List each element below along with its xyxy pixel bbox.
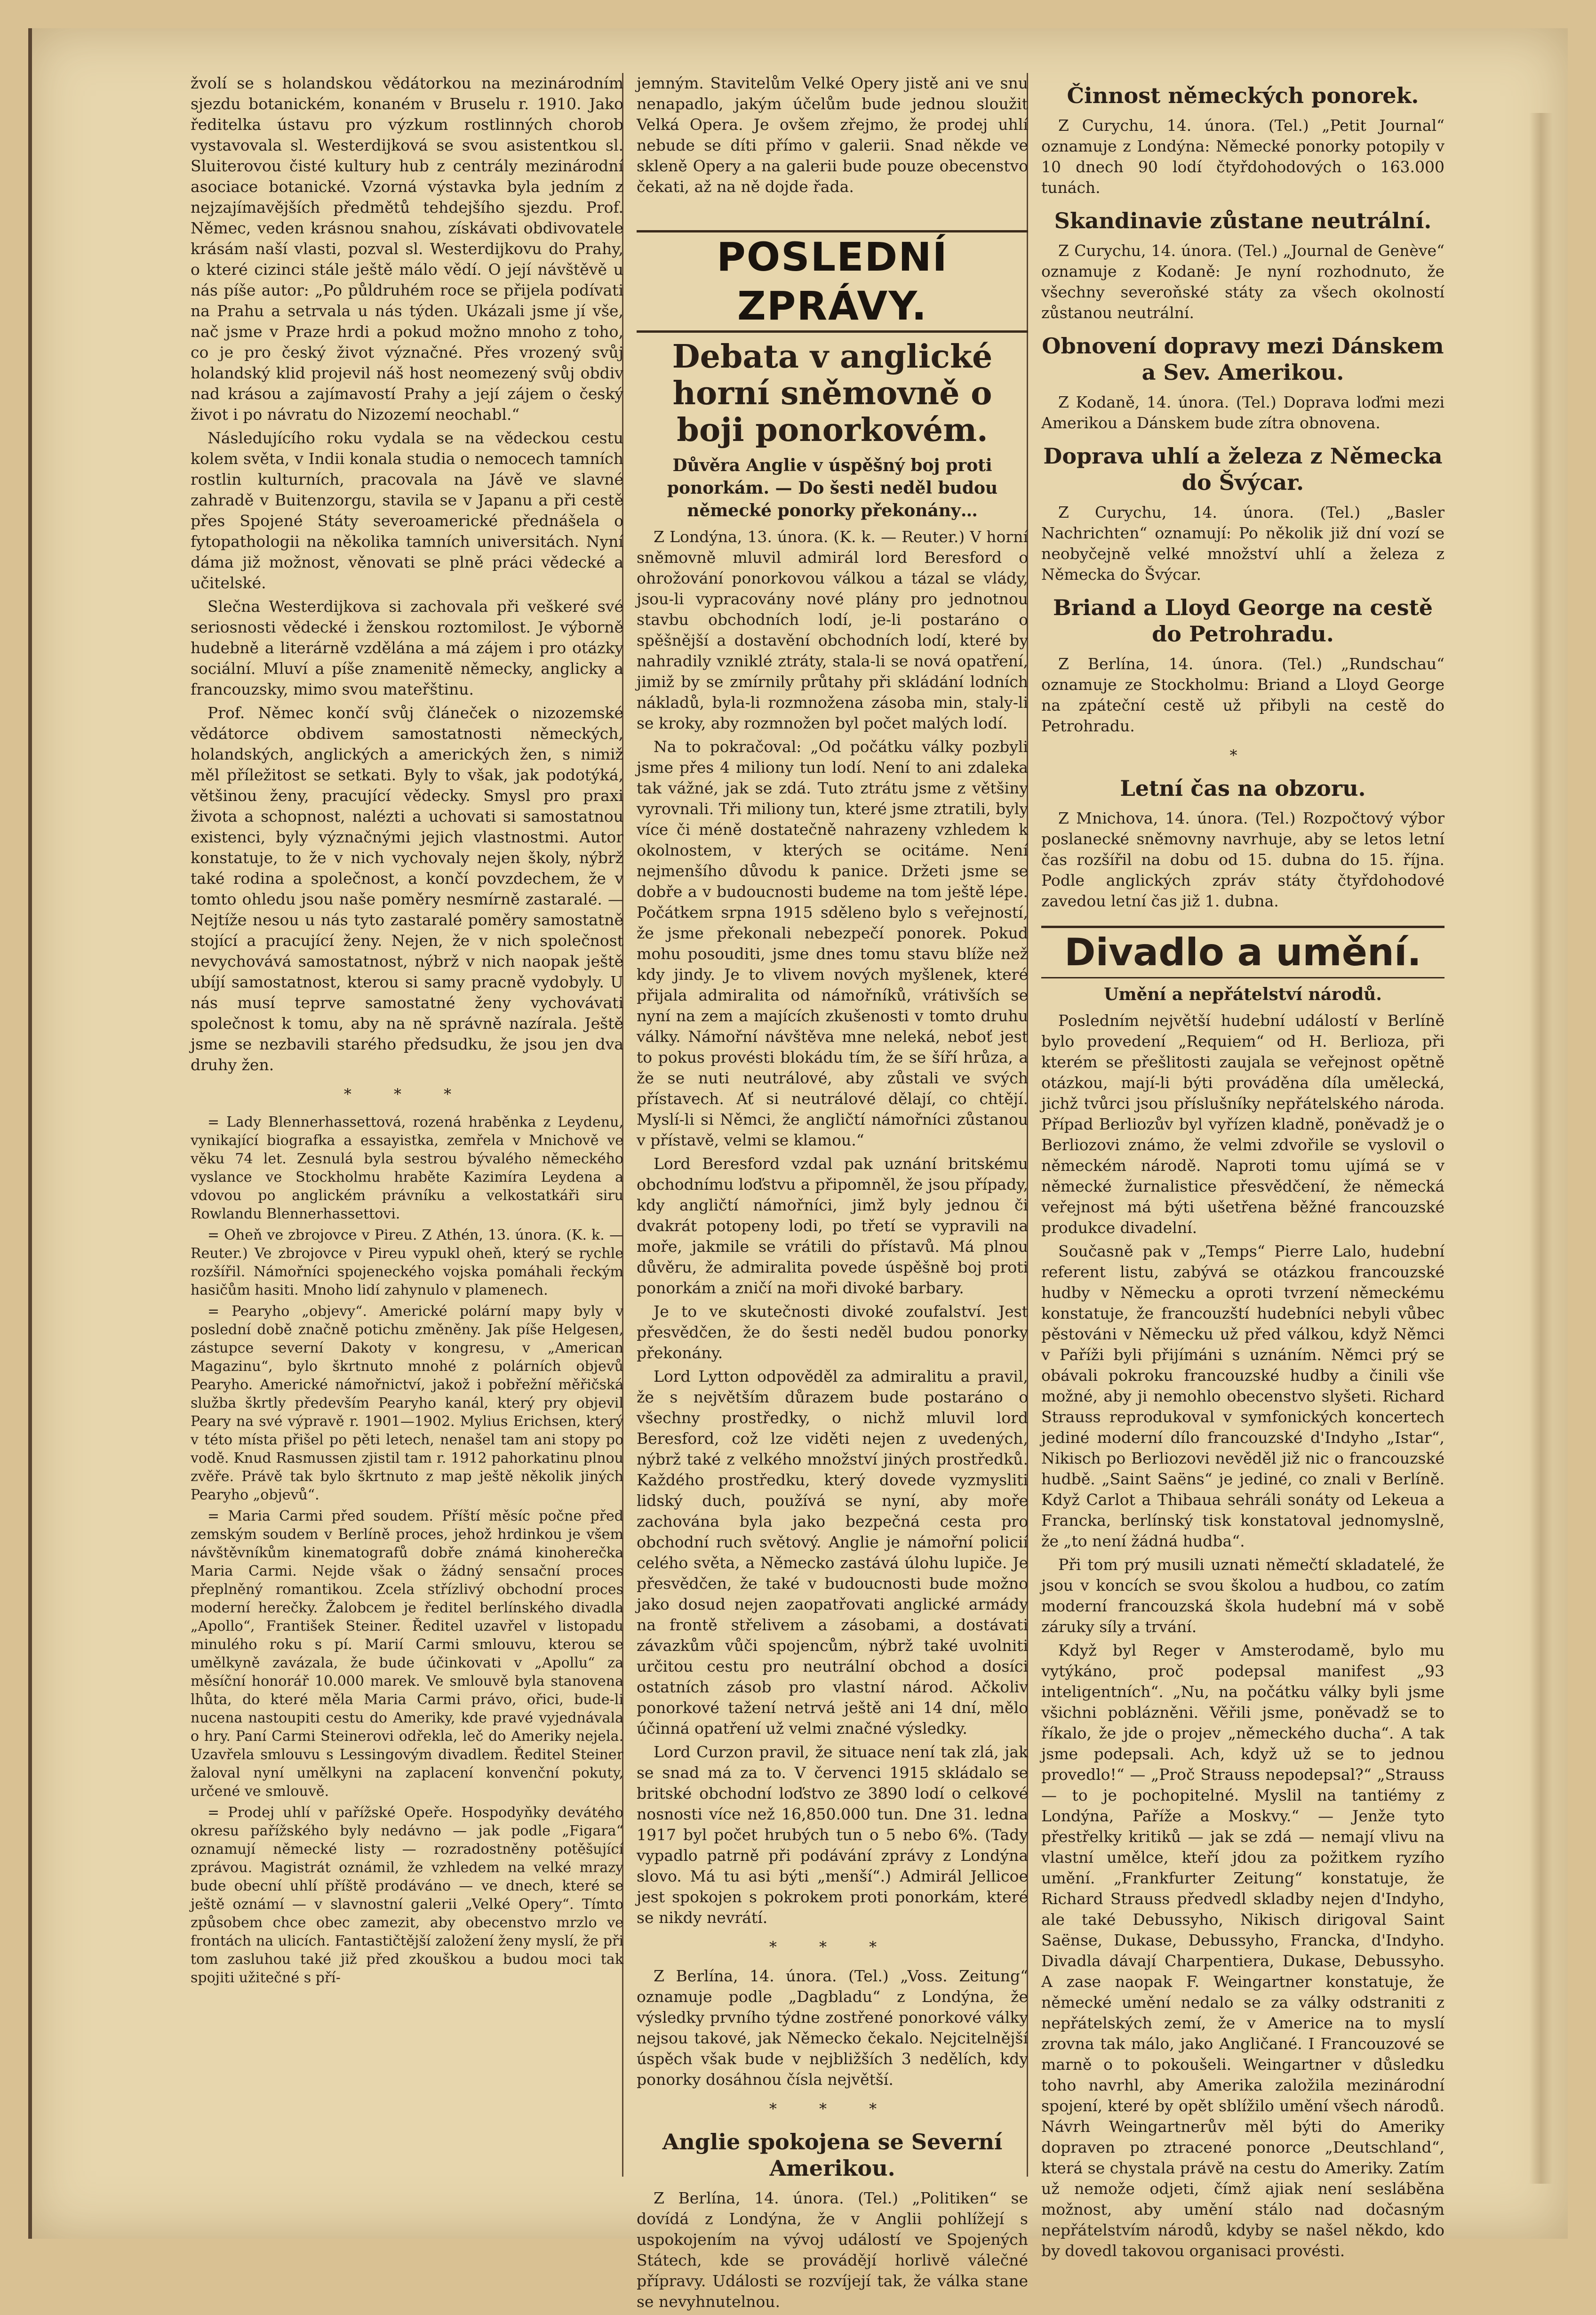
article-text: Současně pak v „Temps“ Pierre Lalo, hudební referent listu, zabývá se otázkou francouzské hudby v Německu a oproti tvrzení německému konstatuje, že francouzští hudebníci nebyli vůbec pěstováni v Německu už před válkou, když Němci v Paříži byli přijímáni s uznáním. Němci prý se obávali pokroku francouzské hudby a činili vše možné, aby ji nemohlo obecenstvo slyšeti. Richard Strauss reprodukoval v symfonických koncertech jediné moderní dílo francouzské d'Indyho „Istar“, Nikisch po Berliozovi nevěděl již nic o francouzské hudbě. „Saint Saëns“ je jediné, co znali v Berlíně. Když Carlot a Thibaua sehráli sonáty od Lekeua a Francka, berlínský tisk konstatoval jednomyslně, že „to není žádná hudba“. (1041, 1242, 1444, 1550)
article-text: Posledním největší hudební událostí v Berlíně bylo provedení „Requiem“ od H. Berlioza, při kterém se přešlitosti zaujala se veřejnost opětně otázkou, mají-li býti prováděna díla umělecká, jichž tvůrci jsou příslušníky nepřátelského národa. Případ Berliozův byl vyřízen kladně, poněvadž je o Berliozovi známo, že velmi zdvořile se vyslovil o německém národě. Naproti tomu ujímá se v německé žurnalistice přesvědčení, že německá veřejnost má býti ušetřena běžné francouzské produkce divadelní. (1041, 1011, 1444, 1237)
article-text: Prof. Němec končí svůj článeček o nizozemské vědátorce obdivem samostatnosti německých, holandských, anglických a amerických žen, s nimiž měl příležitost se setkati. Byly to však, jak podotýká, většinou ženy, pracující vědecky. Smysl pro praxi života a schopnost, nalézti a uchovati si samostatnou existenci, byly význačnými jejich vlastnostmi. Autor konstatuje, to že v nich vychovaly nejen školy, nýbrž také rodina a společnost, a končí povzdechem, že v tomto ohledu jsou naše poměry nesmírně zastaralé. — Nejtíže nesou u nás tyto zastaralé poměry samostatně stojící a pracující ženy. Nejen, že v nich společnost nevychovává samostatnost, nýbrž v nich naopak ještě ubíjí samostatnost, kterou si samy pracně vydobyly. U nás musí teprve samostatné ženy vychovávati společnost k tomu, aby na ně správně nazírala. Ještě jsme se nezbavili starého předsudku, že jsou jen dva druhy žen. (191, 704, 623, 1074)
news-item: = Pearyho „objevy“. Americké polární mapy byly v poslední době značně potichu změněny. Jak píše Helgesen, zástupce severní Dakoty v kongresu, v „American Magazinu“, bylo škrtnuto mnohé z polárních objevů Pearyho. Americké námořnictví, jakož i pobřežní měřičská služba škrtly především Pearyho kanál, který pry objevil Peary na své výpravě r. 1901—1902. Mylius Erichsen, který v této místa přišel po pěti letech, nenašel tam ani stopy po vodě. Knud Rasmussen zjistil tam r. 1912 pahorkatinu plnou zvěře. Právě tak bylo škrtnuto z map ještě několik jiných Pearyho „objevů“. (191, 1303, 623, 1503)
article-text: žvolí se s holandskou vědátorkou na mezinárodním sjezdu botanickém, konaném v Bruselu r. 1910. Jako ředitelka ústavu pro výzkum rostlinných chorob vystavovala sl. Westerdijková se svou asistentkou sl. Sluiterovou čisté kultury hub z centrály mezinárodní asociace botanické. Vzorná výstavka byla jedním z nejzajímavějších předmětů tehdejšího sjezdu. Prof. Němec, veden krásnou snahou, získávati obdivovatele krásám naší vlasti, pozval sl. Westerdijkovu do Prahy, o které cizinci stále ještě málo vědí. O její návštěvě u nás píše autor: „Po půldruhém roce se přijela podívati na Prahu a setrvala u nás týden. Ukázali jsme jí vše, nač jsme v Praze hrdi a pokud možno mnoho z toho, co je pro český život význačné. Přes vrozený svůj holandský klid projevil náš host neomezený svůj obdiv nad krásou a zajímavostí Prahy a její zájem o český život i po návratu do Nizozemí neochabl.“ (191, 74, 623, 424)
subheadline: Umění a nepřátelství národů. (1104, 985, 1382, 1004)
article-text: Z Curychu, 14. února. (Tel.) „Petit Journal“ oznamuje z Londýna: Německé ponorky potopily v 10 dnech 90 lodí čtyřdohodových o 163.000 tunách. (1041, 116, 1444, 197)
article-text: Z Londýna, 13. února. (K. k. — Reuter.) V horní sněmovně mluvil admirál lord Beresford o ohrožování ponorkovou válkou a tázal se vlády, jsou-li vypracovány nové plány pro jednotnou stavbu obchodních lodí, je-li postaráno o spěšnější a dostavění obchodních lodí, které by nahradily vzniklé ztráty, stala-li se nová opatření, jimiž by se zmírnily průtahy při skládání lodních nákladů, byla-li rozmnožena zásoba min, staly-li se kroky, aby rozmnožen byl počet malých lodí. (637, 528, 1028, 732)
article-text: Lord Beresford vzdal pak uznání britskému obchodnímu loďstvu a připomněl, že jsou případy, kdy angličtí námořníci, jimž byly jednou či dvakrát potopeny lodi, po třetí se vypravili na moře, jakmile se vrátili do přístavů. Má plnou důvěru, že admiralita povede úspěšně boj proti ponorkám a zničí na moři divoké barbary. (637, 1154, 1028, 1297)
article-text: Při tom prý musili uznati němečtí skladatelé, že jsou v koncích se svou školou a hudbou, co zatím moderní francouzská škola hudební má v sobě záruky síly a trvání. (1041, 1555, 1444, 1636)
column-1 (191, 73, 623, 1990)
headline: Debata v anglické horní sněmovně o boji ponorkovém. (672, 338, 993, 449)
article-text: Lord Lytton odpověděl za admiralitu a pravil, že s největším důrazem bude postaráno o všechny prostředky, o nichž mluvil lord Beresford, což lze viděti nejen z uvedených, nýbrž také z velkého množství jiných prostředků. Každého prostředku, který dovede vyzmysliti lidský duch, používá se nyní, aby moře zachována byla jako bezpečná cesta pro obchodní ruch světový. Anglie je námořní policií celého světa, a Německo zastává úlohu lupiče. Je přesvědčen, že také v budoucnosti bude možno jako dosud nejen zaopatřovati anglické armády na frontě střelivem a zásobami, a dostávati závazkům vůči spojencům, nýbrž také uvolniti určitou cestu pro neutrální obchod a dosíci ostatních zásob pro vlastní národ. Ačkoliv ponorkové tažení netrvá ještě ani 14 dní, mělo účinná opatření už velmi značné výsledky. (637, 1367, 1028, 1738)
section-banner: POSLEDNÍ ZPRÁVY. (637, 230, 1028, 333)
headline: Obnovení dopravy mezi Dánskem a Sev. Amerikou. (1042, 333, 1444, 385)
article-text: Slečna Westerdijkova si zachovala při veškeré své seriosnosti vědecké i ženskou roztomilost. Je výborně hudebně a literárně vzdělána a má zájem i pro otázky sociální. Mluví a píše znamenitě německy, anglicky a francouzsky, mimo svou mateřštinu. (191, 597, 623, 698)
headline: Doprava uhlí a železa z Německa do Švýcar. (1043, 443, 1443, 495)
headline: Briand a Lloyd George na cestě do Petrohradu. (1053, 595, 1433, 647)
article-text: Následujícího roku vydala se na vědeckou cestu kolem světa, v Indii konala studia o nemocech tamních rostlin kulturních, pracovala na Jávě ve slavné zahradě v Buitenzorgu, stavila se v Japanu a při cestě přes Spojené Státy severoamerické přednášela o fytopathologii na několika tamních universitách. Nyní dáma již možnost, věnovati se plně práci vědecké a učitelské. (191, 429, 623, 592)
article-text: Z Kodaně, 14. února. (Tel.) Doprava loďmi mezi Amerikou a Dánskem bude zítra obnovena. (1041, 393, 1444, 432)
article-text: Z Berlína, 14. února. (Tel.) „Voss. Zeitung“ oznamuje podle „Dagbladu“ z Londýna, že výsledky prvního týdne zostřené ponorkové války nejsou takové, jak Německo čekalo. Nejcitelnější úspěch však bude v nejbližších 3 nedělích, kdy ponorky dosáhnou čísla největší. (637, 1967, 1028, 2089)
separator-stars: * * * (769, 1938, 896, 1956)
news-item: = Prodej uhlí v pařížské Opeře. Hospodyňky devátého okresu pařížského byly nedávno — jak podle „Figara“ oznamují německé listy — rozradostněny potěšující zprávou. Magistrát oznámil, že vzhledem na velké mrazy bude obecní uhlí příště prodáváno — ve dnech, které se ještě oznámí — v slavnostní galerii „Velké Opery“. Tímto způsobem chce obec zamezit, aby obecenstvo mrzlo ve frontách na ulicích. Fantastičtější založení ženy myslí, že při tom zasluhou také již před zkouškou a budou moci tak spojiti užitečné s pří- (191, 1804, 623, 1986)
article-text: Na to pokračoval: „Od počátku války pozbyli jsme přes 4 miliony tun lodí. Není to ani zdaleka tak vážné, jak se zdá. Tuto ztrátu jsme z většiny vyrovnali. Tři miliony tun, které jsme ztratili, byly více či méně dostatečně nahrazeny vzhledem k okolnostem, v kterých se ocitáme. Není nejmenšího důvodu k panice. Držeti jsme se dobře a v budoucnosti budeme na tom ještě lépe. Počátkem srpna 1915 sděleno bylo s veřejností, že jsme překonali nebezpečí ponorek. Pokud mohu posouditi, jsme dnes tomu stavu blíže než kdy jindy. Je to vlivem nových myšlenek, které přijala admiralita od námořníků, vrátivších se nyní na zem a majících zkušenosti v tomto druhu války. Námořní návštěva mne neleká, neboť jest to pokus provésti blokádu tím, že se šíří hrůza, a že se nuti neutrálové, aby zůstali ve svých přístavech. Ať si neutrálové dělají, co chtějí. Myslí-li si Němci, že angličtí námořníci zůstanou v přístavě, velmi se klamou.“ (637, 737, 1028, 1149)
separator-stars: * * * (769, 2100, 896, 2118)
column-3 (1028, 73, 1444, 2264)
page-edge (28, 28, 32, 2239)
news-item: = Lady Blennerhassettová, rozená hraběnka z Leydenu, vynikající biografka a essayistka, zemřela v Mnichově ve věku 74 let. Zesnulá byla sestrou bývalého německého vyslance ve Stockholmu hraběte Kazimíra Leydena a vdovou po anglickém právníku a velkostatkáři siru Rowlandu Blennerhassettovi. (191, 1114, 623, 1222)
section-banner: Divadlo a umění. (1041, 926, 1444, 978)
news-item: = Oheň ve zbrojovce v Pireu. Z Athén, 13. února. (K. k. — Reuter.) Ve zbrojovce v Pireu vypukl oheň, který se rychle rozšířil. Námořníci spojeneckého vojska pomáhali řeckým hasičům hasiti. Mnoho lidí zahynulo v plamenech. (191, 1227, 623, 1298)
column-2 (623, 73, 1028, 2315)
article-text: Z Berlína, 14. února. (Tel.) „Politiken“ se dovídá z Londýna, že v Anglii pohlížejí s uspokojením na vývoj událostí ve Spojených Státech, kde se provádějí horlivě válečné přípravy. Události se rozvíjejí tak, že válka stane se nevyhnutelnou. (637, 2189, 1028, 2311)
article-text: Z Mnichova, 14. února. (Tel.) Rozpočtový výbor poslanecké sněmovny navrhuje, aby se letos letní čas rozšířil na dobu od 15. dubna do 15. října. Podle anglických zpráv státy čtyřdohodové zavedou letní čas již 1. dubna. (1041, 809, 1444, 910)
headline: Letní čas na obzoru. (1120, 776, 1366, 801)
article-text: Z Curychu, 14. února. (Tel.) „Basler Nachrichten“ oznamují: Po několik již dní vozí se neobyčejně velké množství uhlí a železa z Německa do Švýcar. (1041, 503, 1444, 584)
headline: Anglie spokojena se Severní Amerikou. (662, 2129, 1003, 2181)
headline: Činnost německých ponorek. (1067, 83, 1419, 108)
article-text: Je to ve skutečnosti divoké zoufalství. Jest přesvědčen, že do šesti neděl budou ponorky překonány. (637, 1302, 1028, 1362)
newspaper-page (28, 28, 1568, 2311)
separator-stars: * * * (343, 1085, 471, 1103)
article-text: jemným. Stavitelům Velké Opery jistě ani ve snu nenapadlo, jakým účelům bude jednou sloužit Velká Opera. Je ovšem zřejmo, že prodej uhlí nebude se díti přímo v galerii. Snad někde ve skleně Opery a na galerii bude pouze obecenstvo čekati, až na ně dojde řada. (637, 74, 1028, 196)
article-text: Z Curychu, 14. února. (Tel.) „Journal de Genève“ oznamuje z Kodaně: Je nyní rozhodnuto, že všechny severoňské státy za všech okolností zůstanou neutrální. (1041, 241, 1444, 322)
article-text: Lord Curzon pravil, že situace není tak zlá, jak se snad má za to. V červenci 1915 skládalo se britské obchodní loďstvo ze 3890 lodí o celkové nosnosti více než 16,850.000 tun. Dne 31. ledna 1917 byl počet hrubých tun o 5 nebo 6%. (Tady vypadlo patrně při podávání zprávy z Londýna slovo. Má tu asi býti „menší“.) Admirál Jellicoe jest spokojen s pokrokem proti ponorkám, které se nikdy nevrátí. (637, 1743, 1028, 1927)
paper-fold (1529, 113, 1553, 2184)
headline: Skandinavie zůstane neutrální. (1054, 208, 1432, 233)
separator-stars: * (1229, 746, 1256, 764)
article-text: Z Berlína, 14. února. (Tel.) „Rundschau“ oznamuje ze Stockholmu: Briand a Lloyd George na zpáteční cestě už přibyli na cestě do Petrohradu. (1041, 655, 1444, 735)
news-item: = Maria Carmi před soudem. Příští měsíc počne před zemským soudem v Berlíně proces, jehož hrdinkou je všem návštěvníkům kinematografů dobře známá kinoherečka Maria Carmi. Nejde však o žádný sensační proces přeplněný romantikou. Zcela střízlivý obchodní proces moderní herečky. Žalobcem je ředitel berlínského divadla „Apollo“, František Steiner. Ředitel uzavřel v listopadu minulého roku s pí. Marií Carmi smlouvu, kterou se umělkyně zavázala, že bude účinkovati v „Apollu“ za měsíční honorář 10.000 marek. Ve smlouvě byla stanovena lhůta, do které měla Maria Carmi právo, ořici, bude-li nucena nastoupiti cestu do Ameriky, kde pravé vyjednávala o hry. Paní Carmi Steinerovi odřekla, leč do Ameriky nejela. Uzavřela smlouvu s Lessingovým divadlem. Ředitel Steiner žaloval nyní umělkyni na zaplacení konvenční pokuty, určené ve smlouvě. (191, 1508, 623, 1800)
article-text: Když byl Reger v Amsterodamě, bylo mu vytýkáno, proč podepsal manifest „93 inteligentních“. „Nu, na počátku války byli jsme všichni poblázněni. Věřili jsme, poněvadž se to říkalo, že jde o projev „německého ducha“. A tak jsme podepsali. Ach, když už se to jednou provedlo!“ — „Proč Strauss nepodepsal?“ „Strauss — to je pochopitelné. Myslil na tantiémy z Londýna, Paříže a Moskvy.“ — Jenže tyto přestřelky kritiků — jak se zdá — nemají vlivu na vlastní umělce, kteří jdou za požitkem ryzího umění. „Frankfurter Zeitung“ konstatuje, že Richard Strauss předvedl skladby nejen d'Indyho, ale také Debussyho, Nikisch dirigoval Saint Saënse, Dukase, Debussyho, Francka, d'Indyho. Divadla dávají Charpentiera, Dukase, Debussyho. A zase naopak F. Weingartner konstatuje, že německé umění nedalo se za války odstraniti z nepřátelských zemí, že v Americe na to myslí zrovna tak málo, jako Angličané. I Francouzové se marně o to pokoušeli. Weingartner v důsledku toho navrhl, aby Amerika založila mezinárodní spojení, které by opět sblížilo umění všech národů. Návrh Weingartnerův měl býti do Ameriky dopraven po ztracené ponorce „Deutschland“, která se chystala právě na cestu do Ameriky. Zatím už nemože odjeti, čímž ajiak není sesláběna možnost, aby umění stálo nad dočasným nepřátelstvím národů, kdyby se našel někdo, kdo by dovedl takovou organisaci provésti. (1041, 1641, 1444, 2260)
subheadline: Důvěra Anglie v úspěšný boj proti ponorkám. — Do šesti neděl budou německé ponorky překonány… (667, 456, 998, 521)
